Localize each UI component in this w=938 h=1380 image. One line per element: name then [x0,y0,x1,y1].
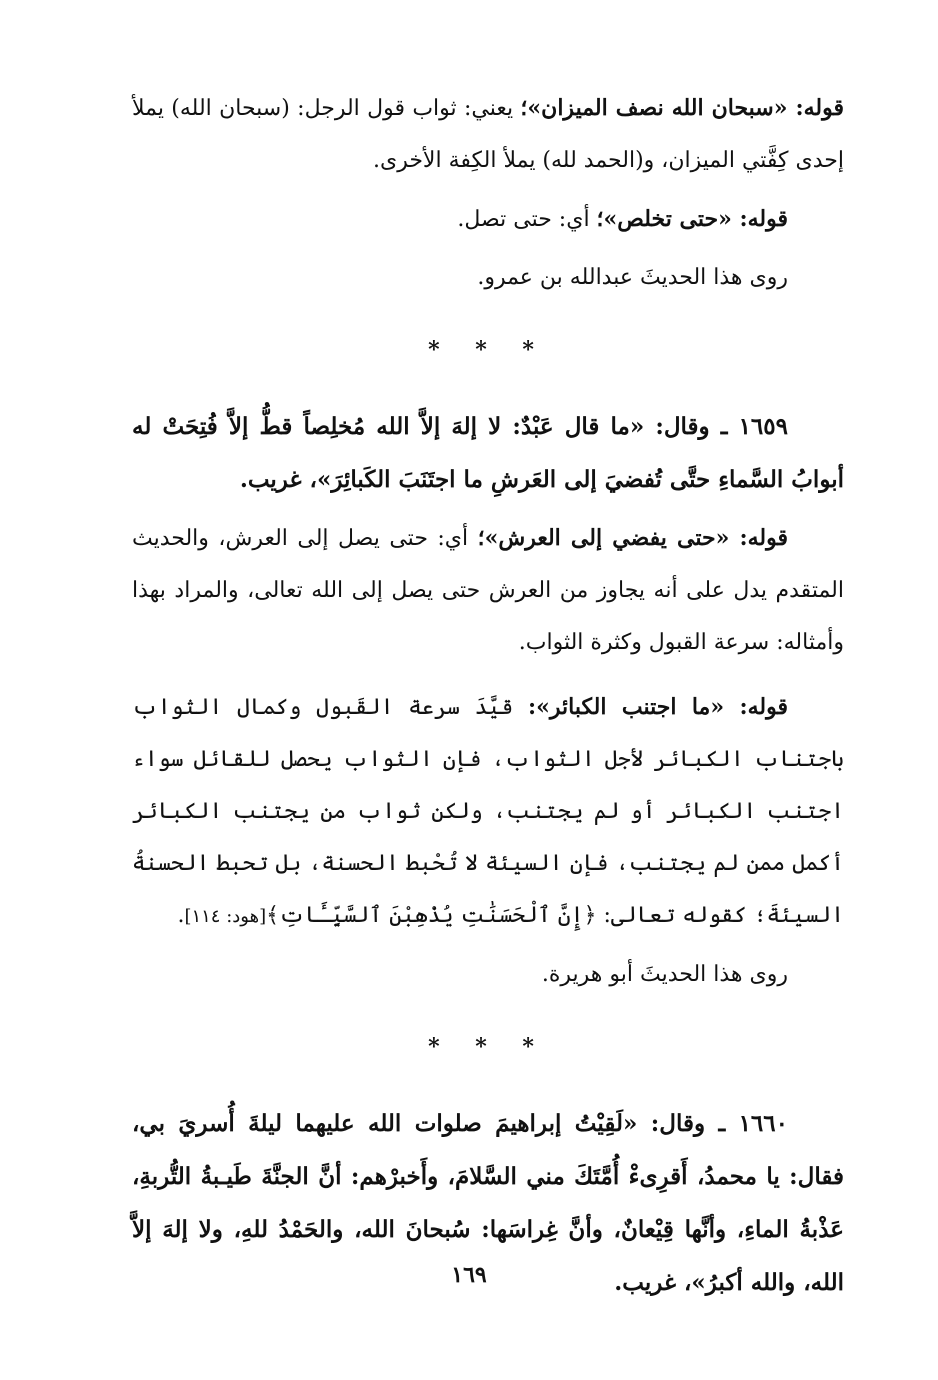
page-number: ١٦٩ [451,1262,487,1288]
commentary-paragraph [132,512,844,669]
commentary-lead: قوله: «حتى تخلص»؛ [596,206,788,232]
page-body [132,82,844,1309]
section-separator: * * * [428,337,548,363]
commentary-paragraph [132,82,844,187]
commentary-paragraph [132,193,844,246]
commentary-lead: قوله: «سبحان الله نصف الميزان»؛ [520,95,844,121]
hadith-text: ١٦٥٩ ـ وقال: «ما قال عَبْدٌ: لا إلهَ إلاَّ الله مُخلِصاً قطُّ إلاَّ فُتِحَتْ له أبوابُ السَّماءِ حتَّى تُفضيَ إلى العَرشِ ما اجتَنَبَ الكَبائِرَ»، غريب. [132,413,844,493]
commentary-paragraph [132,681,844,943]
hadith-text: ١٦٦٠ ـ وقال: «لَقِيْتُ إبراهيمَ صلوات الله عليهما ليلةَ أُسريَ بي، فقال: يا محمدُ، أَقرِىءْ أُمَّتَكَ مني السَّلامَ، وأَخبرْهم: أنَّ الجنَّةَ طَيـبةُ التُّربةِ، عَذْبةُ الماءِ، وأنَّها قِيْعانٌ، وأنَّ غِراسَها: سُبحانَ الله، والحَمْدُ للهِ، ولا إلهَ إلاَّ الله، والله أكبرُ»، غريب. [132,1110,844,1296]
narrator-line: روى هذا الحديثَ أبو هريرة. [541,962,788,987]
commentary-end: . [177,903,185,928]
commentary-text: قيَّدَ سرعة القَبول وكمال الثواب باجتناب الكبائر لأجل الثواب، فإن الثواب يحصل للقائل سواء اجتنب الكبائر أو لم يجتنب، ولكن ثواب من يجتنب الكبائر أكمل ممن لم يجتنب، فإن السيئة لا تُحْبط الحسنة، بل تحبط الحسنةُ السيئةَ؛ كقوله تعالى: ﴿إِنَّ ٱلْحَسَنَٰتِ يُذْهِبْنَ ٱلسَّيِّـَٔاتِ﴾ [132,695,844,928]
commentary-text: يعني: ثواب قول الرجل: (سبحان الله) يملأ إحدى كِفَّتي الميزان، و(الحمد لله) يملأ الكِفة الأخرى. [132,96,844,173]
quran-reference: [هود: ١١٤] [184,906,267,927]
section-separator: * * * [428,1034,548,1060]
commentary-lead: قوله: «حتى يفضي إلى العرش»؛ [477,525,788,551]
commentary-lead: قوله: «ما اجتنب الكبائر»: [528,694,789,720]
commentary-text: أي: حتى تصل. [457,207,597,232]
commentary-text: أي: حتى يصل إلى العرش، والحديث المتقدم يدل على أنه يجاوز من العرش حتى يصل إلى الله تعالى، والمراد بهذا وأمثاله: سرعة القبول وكثرة الثواب. [132,526,844,655]
narrator-line: روى هذا الحديثَ عبدالله بن عمرو. [477,265,788,290]
